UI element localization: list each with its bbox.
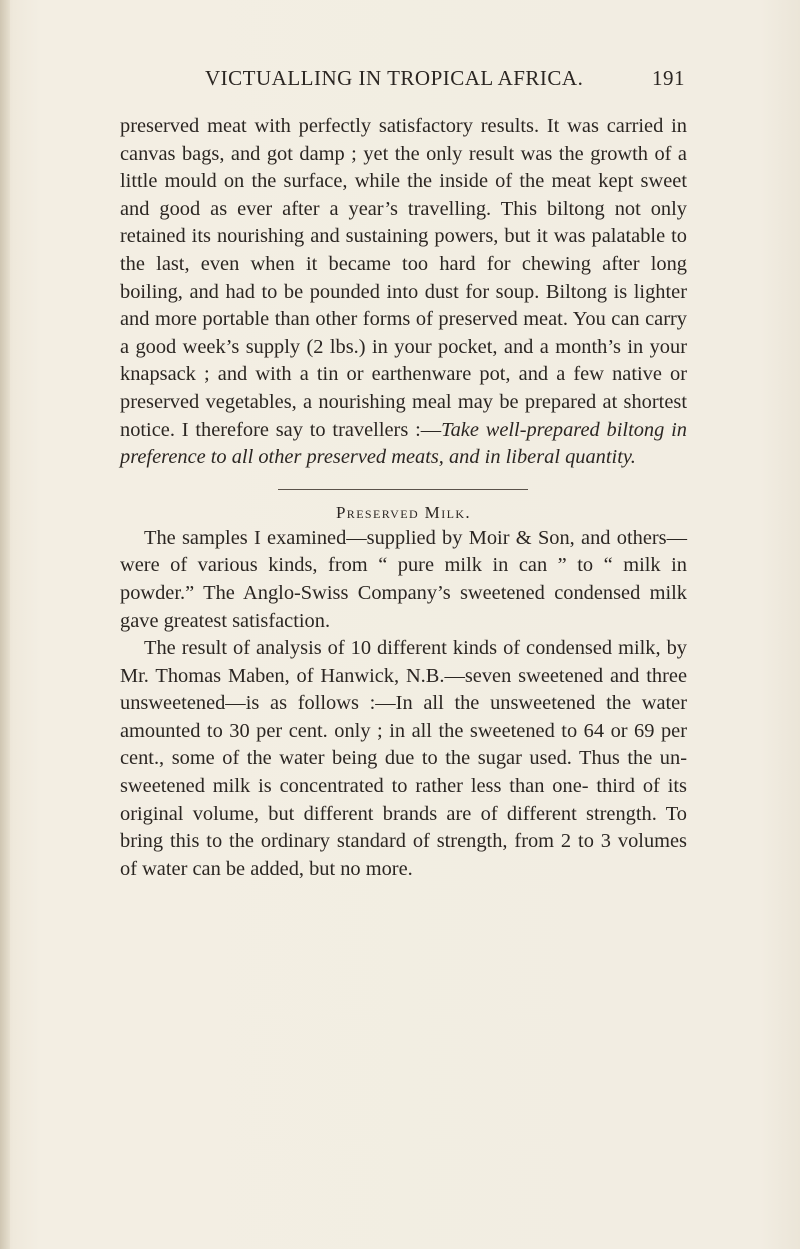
running-title: VICTUALLING IN TROPICAL AFRICA. [205, 66, 584, 90]
paragraph-biltong-text: preserved meat with perfectly satisfactory results. It was carried in canvas bags, and got damp ; yet the only result was the growth of a little mould on the surface, while the inside of the meat kept sweet and good as ever after a year’s travelling. This biltong not only retained its nourishing and sustaining powers, but it was palatable to the last, even when it became too hard for chewing after long boiling, and had to be pounded into dust for soup. Biltong is lighter and more portable than other forms of preserved meat. You can carry a good week’s supply (2 lbs.) in your pocket, and a month’s in your knapsack ; and with a tin or earthenware pot, and a few native or preserved vegetables, a nourishing meal may be prepared at shortest notice. I therefore say to travellers :— [120, 115, 687, 441]
section-divider [278, 489, 528, 490]
page-number: 191 [652, 66, 685, 90]
page-binding-edge [0, 0, 10, 1249]
paragraph-biltong-advice: Take well-prepared biltong in preference to all other preserved meats, and in liberal quantity. [120, 418, 687, 469]
body-text [120, 113, 687, 883]
section-heading-preserved-milk: Preserved Milk. [335, 502, 472, 522]
paragraph-milk-samples: The samples I examined—supplied by Moir & Son, and others—were of various kinds, from “ pure milk in can ” to “ milk in powder.” The Anglo-Swiss Company’s sweetened condensed milk gave greatest satisfaction. [120, 526, 687, 632]
paragraph-biltong [120, 113, 687, 472]
paragraph-milk-analysis: The result of analysis of 10 different kinds of condensed milk, by Mr. Thomas Maben, of Hanwick, N.B.—seven sweetened and three unsweetened—is as follows :—In all the unsweetened the water amounted to 30 per cent. only ; in all the sweetened to 64 or 69 per cent., some of the water being due to the sugar used. Thus the un- sweetened milk is concentrated to rather less than one- third of its original volume, but different brands are of different strength. To bring this to the ordinary standard of strength, from 2 to 3 volumes of water can be added, but no more. [120, 637, 687, 880]
